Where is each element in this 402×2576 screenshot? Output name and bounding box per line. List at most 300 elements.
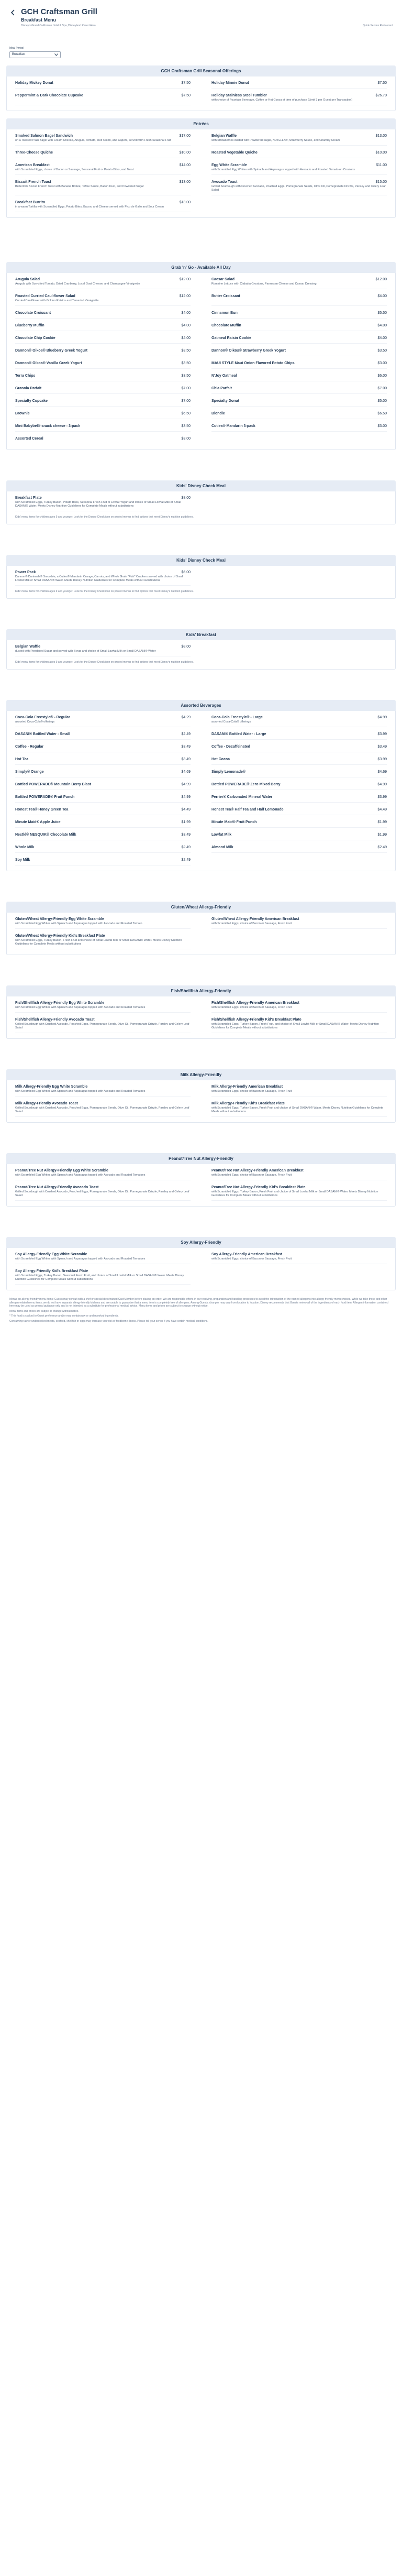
menu-item-description: with Scrambled Egg Whites with Spinach and Asparagus topped with Avocado and Roasted Tomatoes [15, 1257, 146, 1260]
menu-item-price: $10.00 [375, 151, 387, 155]
section-spacer [6, 457, 396, 480]
menu-item-price: $4.00 [181, 324, 191, 327]
menu-item [15, 757, 191, 765]
menu-item-name: Assorted Cereal [15, 437, 43, 441]
title-block [21, 7, 393, 28]
menu-item-name: Coffee - Decaffeinated [211, 745, 250, 749]
menu-item-description: Arugula with Sun-dried Tomato, Dried Cranberry, Local Goat Cheese, and Champagne Vinaigrette [15, 282, 140, 286]
menu-section [6, 985, 396, 1039]
menu-item-name: Fish/Shellfish Allergy-Friendly Avocado Toast [15, 1018, 95, 1022]
menu-item-name: N'Joy Oatmeal [211, 374, 237, 378]
menu-item-header [211, 1252, 387, 1257]
menu-item-price: $4.00 [377, 324, 387, 327]
menu-item-description: Grilled Sourdough with Crushed Avocado, Poached Eggs, Pomegranate Seeds, Olive Oil, Pomegranate Drizzle, Parsley and Celery Leaf Salad [15, 1023, 189, 1029]
menu-item-description: with Scrambled Eggs, choice of Bacon or Sausage, Seasonal Fruit or Potato Bites, and Toast [15, 168, 134, 171]
menu-item [211, 361, 387, 369]
menu-item [211, 150, 387, 158]
menu-item-name: Soy Allergy-Friendly Egg White Scramble [15, 1253, 87, 1256]
menu-item [15, 277, 191, 289]
section-spacer [6, 225, 396, 262]
menu-item-header [211, 336, 387, 341]
menu-item-header [15, 570, 191, 575]
menu-item [15, 807, 191, 815]
menu-item-name: Dannon® Oikos® Vanilla Greek Yogurt [15, 361, 82, 365]
menu-item-price: $8.00 [181, 496, 191, 500]
menu-item-name: Egg White Scramble [211, 163, 247, 167]
menu-item-price: $17.00 [179, 134, 191, 138]
section-body [6, 640, 396, 670]
menu-item-header [211, 832, 387, 837]
menu-item [15, 917, 191, 929]
menu-item-price: $13.00 [179, 201, 191, 204]
menu-item [15, 732, 191, 740]
menu-item-header [211, 361, 387, 366]
menu-item [211, 374, 387, 381]
menu-item-description: Buttermilk Biscuit French Toast with Banana Brûlée, Toffee Sauce, Bacon Dust, and Powdered Sugar [15, 185, 144, 188]
menu-item-header [15, 807, 191, 812]
menu-item-name: Coca-Cola Freestyle® - Regular [15, 716, 70, 719]
menu-item-price: $12.00 [179, 278, 191, 281]
menu-item-name: Power Pack [15, 571, 36, 574]
menu-item [15, 150, 191, 158]
menu-item [15, 336, 191, 344]
menu-item [15, 1084, 191, 1097]
menu-item [211, 386, 387, 394]
menu-item-header [211, 1168, 387, 1173]
menu-item-price: $3.99 [377, 758, 387, 761]
menu-item-price: $5.00 [377, 399, 387, 403]
menu-item-name: Arugula Salad [15, 278, 40, 281]
menu-item [15, 294, 191, 306]
menu-item-name: Blondie [211, 412, 225, 415]
menu-item-name: Almond Milk [211, 846, 233, 849]
menu-item [15, 1001, 191, 1013]
menu-item-name: Bottled POWERADE® Zero Mixed Berry [211, 783, 281, 786]
footnote: Menu items and prices are subject to change without notice. [9, 1309, 79, 1313]
menu-item-price: $3.99 [377, 795, 387, 799]
location-text[interactable]: Disney's Grand Californian Hotel & Spa, Disneyland Resort Area [21, 24, 96, 27]
menu-item-header [15, 820, 191, 825]
menu-item-header [15, 845, 191, 850]
menu-item [211, 348, 387, 356]
menu-section [6, 629, 396, 670]
menu-item-name: Minute Maid® Apple Juice [15, 820, 61, 824]
menu-item-description: with Scrambled Eggs, Turkey Bacon, Fresh Fruit and choice of Small Lowfat Milk or Small DASANI® Water. Meets Disney Nutrition Guidelines for Complete Meals without substitutions [211, 1190, 378, 1197]
menu-item-header [211, 732, 387, 737]
menu-item-price: $3.00 [377, 361, 387, 365]
menu-sections [0, 65, 402, 1290]
menu-item-price: $4.29 [181, 716, 191, 719]
menu-item-price: $6.00 [181, 571, 191, 574]
menu-item-description: with Scrambled Egg Whites with Spinach and Asparagus topped with Avocado and Roasted Tomatoes [15, 1090, 146, 1093]
menu-item-description: in a warm Tortilla with Scrambled Eggs, Potato Bites, Bacon, and Cheese served with Pico de Gallo and Sour Cream [15, 205, 164, 209]
menu-item-price: $2.49 [181, 858, 191, 862]
menu-item-price: $13.00 [375, 134, 387, 138]
menu-item-header [15, 1269, 191, 1274]
menu-item-price: $4.69 [377, 770, 387, 774]
menu-item-name: Peanut/Tree Nut Allergy-Friendly Egg White Scramble [15, 1169, 108, 1172]
section-spacer [6, 532, 396, 555]
menu-item-header [211, 386, 387, 391]
menu-item-header [15, 1084, 191, 1089]
menu-item-header [211, 1001, 387, 1005]
meal-period-label: Meal Period [9, 47, 24, 50]
menu-item-header [15, 424, 191, 429]
menu-item-header [15, 1252, 191, 1257]
menu-item-price: $26.79 [375, 94, 387, 97]
menu-item [211, 807, 387, 815]
menu-item-price: $13.00 [179, 180, 191, 184]
section-note: Kids' menu items for children ages 9 and younger. Look for the Disney Check icon on printed menus to find options that meet Disney's nutrition guidelines. [15, 590, 194, 593]
section-body [6, 273, 396, 450]
section-title: Kids' Disney Check Meal [176, 484, 226, 488]
menu-item [211, 294, 387, 306]
menu-item-name: Peanut/Tree Nut Allergy-Friendly Kid's Breakfast Plate [211, 1186, 306, 1189]
menu-item-name: Dannon® Oikos® Blueberry Greek Yogurt [15, 349, 88, 353]
item-grid [15, 1252, 387, 1285]
item-grid [15, 644, 387, 656]
menu-item-name: Butter Croissant [211, 294, 240, 298]
menu-item [15, 424, 191, 432]
meal-period-select[interactable] [9, 51, 61, 58]
menu-item-price: $4.00 [181, 311, 191, 315]
section-note: Kids' menu items for children ages 9 and younger. Look for the Disney Check icon on printed menus to find options that meet Disney's nutrition guidelines. [15, 661, 194, 664]
menu-item-header [15, 770, 191, 774]
footnote: Menus on allergy-friendly menu items: Guests may consult with a chef or special diets trained Cast Member before placing an order. We are responsible efforts in our receiving, preparation and handling processes to avoid the introduction of the named allergens into allergy-friendly menu choices. While we take these and other allergen-related menu items, we do not have separate allergy-friendly kitchens and are unable to guarantee that a menu item is completely free of allergens. Among Guests, changes may vary from location to location. Disney recommends that Guests review all of the ingredients of each food item. Allergen information contained here may be used as general guidance only and is not intended as a substitute for professional medical advice. Menu items and prices are subject to change without notice. [9, 1298, 388, 1308]
menu-item-price: $4.99 [377, 716, 387, 719]
menu-item-description: assorted Coca-Cola® offerings [15, 720, 55, 724]
menu-item [211, 311, 387, 319]
section-title: Assorted Beverages [181, 703, 221, 708]
menu-item-description: with Scrambled Eggs, Turkey Bacon, Fresh Fruit and choice of Small DASANI® Water. Meets Disney Nutrition Guidelines for Complete Meals without substitutions [211, 1106, 384, 1113]
menu-item-price: $3.49 [181, 833, 191, 837]
menu-item-header [15, 757, 191, 762]
menu-item [211, 732, 387, 740]
menu-item [211, 1185, 387, 1201]
menu-item-header [15, 163, 191, 168]
menu-item-description: with Scrambled Eggs, Turkey Bacon, Seasonal Fresh Fruit, and choice of Small Lowfat Milk or Small DASANI® Water. Meets Disney Nutrition Guidelines for Complete Meals without substitutions [15, 1274, 184, 1281]
menu-item-price: $3.50 [181, 349, 191, 353]
item-grid [15, 1001, 387, 1033]
menu-item-name: Cinnamon Bun [211, 311, 238, 315]
section-body [6, 1248, 396, 1290]
menu-item-name: Milk Allergy-Friendly Egg White Scramble [15, 1085, 88, 1089]
menu-item-price: $4.69 [181, 770, 191, 774]
meal-period-value: Breakfast [12, 53, 26, 57]
menu-item-header [15, 917, 191, 922]
menu-item [211, 820, 387, 828]
menu-item-header [15, 744, 191, 749]
menu-item-header [211, 1185, 387, 1190]
menu-item-price: $3.49 [181, 745, 191, 749]
section-title: Entrées [193, 122, 209, 126]
menu-item [15, 1017, 191, 1033]
menu-item-header [211, 820, 387, 825]
menu-item-name: Soy Allergy-Friendly American Breakfast [211, 1253, 283, 1256]
menu-item [211, 782, 387, 790]
menu-item [15, 934, 191, 949]
menu-item-description: Dannon® Danimals® Smoothie, a Cuties® Mandarin Orange, Carrots, and Whole Grain "Fish" Crackers served with choice of Small Lowfat Milk or Small DASANI® Water. Meets Disney Nutrition Guidelines for Complete Meals without substitutions [15, 575, 184, 582]
item-grid [15, 1168, 387, 1201]
menu-item-name: Biscuit French Toast [15, 180, 51, 184]
menu-item-header [15, 1168, 191, 1173]
menu-item-description: with Scrambled Eggs, choice of Bacon or Sausage, Fresh Fruit [211, 1090, 292, 1093]
section-body [6, 491, 396, 524]
menu-item-header [211, 424, 387, 429]
menu-item-name: Milk Allergy-Friendly Avocado Toast [15, 1102, 78, 1105]
menu-item [15, 180, 191, 195]
menu-item-name: American Breakfast [15, 163, 50, 167]
menu-item [15, 163, 191, 175]
menu-item-name: Hot Cocoa [211, 758, 230, 761]
menu-section [6, 1069, 396, 1123]
menu-item-price: $12.00 [179, 294, 191, 298]
menu-item-name: Coca-Cola Freestyle® - Large [211, 716, 263, 719]
menu-item-name: Fish/Shellfish Allergy-Friendly Kid's Breakfast Plate [211, 1018, 302, 1022]
menu-section [6, 1237, 396, 1290]
menu-item-header [15, 436, 191, 441]
menu-section [6, 118, 396, 218]
menu-item-description: with Scrambled Eggs, choice of Bacon or Sausage, Fresh Fruit [211, 1006, 292, 1009]
menu-item-header [15, 782, 191, 787]
menu-item [15, 820, 191, 828]
menu-item-price: $4.49 [377, 808, 387, 812]
menu-item-price: $4.99 [377, 783, 387, 786]
menu-item-header [211, 277, 387, 282]
menu-item-header [15, 180, 191, 184]
menu-item-name: Milk Allergy-Friendly American Breakfast [211, 1085, 283, 1089]
menu-item-header [15, 200, 191, 205]
menu-item-header [15, 496, 191, 500]
section-spacer [6, 606, 396, 629]
menu-item-name: Peppermint & Dark Chocolate Cupcake [15, 94, 83, 97]
section-title: GCH Craftsman Grill Seasonal Offerings [161, 69, 241, 73]
menu-item [15, 1101, 191, 1117]
menu-item-header [211, 795, 387, 799]
menu-item-name: Milk Allergy-Friendly Kid's Breakfast Plate [211, 1102, 285, 1105]
menu-item [15, 348, 191, 356]
menu-item-header [15, 374, 191, 378]
menu-item [15, 411, 191, 419]
menu-item-price: $2.49 [181, 846, 191, 849]
menu-item-price: $6.50 [377, 412, 387, 415]
menu-item-header [211, 744, 387, 749]
menu-item-name: Terra Chips [15, 374, 36, 378]
meal-period-picker [0, 47, 402, 58]
menu-item-name: Three-Cheese Quiche [15, 151, 53, 155]
menu-item [211, 81, 387, 89]
section-spacer [6, 677, 396, 700]
menu-item-price: $3.50 [377, 349, 387, 353]
menu-item-name: Minute Maid® Fruit Punch [211, 820, 257, 824]
section-body [6, 566, 396, 599]
menu-item-price: $6.50 [181, 412, 191, 415]
section-title: Soy Allergy-Friendly [181, 1240, 221, 1245]
menu-item-header [211, 134, 387, 138]
menu-item [211, 93, 387, 105]
menu-item-header [15, 1017, 191, 1022]
menu-item-header [15, 732, 191, 737]
menu-item-description: assorted Coca-Cola® offerings [211, 720, 251, 724]
menu-item-name: Gluten/Wheat Allergy-Friendly Egg White Scramble [15, 917, 104, 921]
section-spacer [6, 879, 396, 902]
menu-item-header [15, 336, 191, 341]
item-grid [15, 715, 387, 865]
footnotes [0, 1298, 402, 1323]
menu-item-header [15, 715, 191, 720]
item-grid [15, 277, 387, 444]
menu-item-price: $3.50 [181, 361, 191, 365]
back-arrow-icon[interactable] [9, 9, 17, 16]
menu-item [15, 361, 191, 369]
menu-item-header [211, 311, 387, 315]
menu-item-header [211, 715, 387, 720]
menu-item-description: with Scrambled Eggs, Turkey Bacon, Fresh Fruit, and choice of Small Lowfat Milk or Small DASANI® Water. Meets Disney Nutrition Guidelines for Complete Meals without substitutions [211, 1023, 379, 1029]
menu-item [211, 795, 387, 803]
menu-item-name: DASANI® Bottled Water - Large [211, 732, 266, 736]
menu-item-name: Avocado Toast [211, 180, 238, 184]
menu-item-name: Dannon® Oikos® Strawberry Greek Yogurt [211, 349, 286, 353]
item-grid [15, 1084, 387, 1117]
menu-item-description: with Scrambled Eggs, Turkey Bacon, Potato Bites, Seasonal Fresh Fruit or Lowfat Yogurt and choice of Small Lowfat Milk or Small DASANI® Water. Meets Disney Nutrition Guidelines for Complete Meals without substitutions [15, 501, 181, 508]
menu-item-price: $7.50 [181, 94, 191, 97]
menu-item-name: Honest Tea® Half Tea and Half Lemonade [211, 808, 284, 812]
menu-item-name: Whole Milk [15, 846, 35, 849]
menu-item-price: $4.00 [377, 294, 387, 298]
section-title: Fish/Shellfish Allergy-Friendly [171, 989, 231, 993]
menu-item-header [211, 348, 387, 353]
menu-item [15, 845, 191, 853]
menu-item [15, 832, 191, 840]
menu-title: Breakfast Menu [21, 17, 57, 23]
menu-item [211, 163, 387, 175]
menu-section [6, 262, 396, 450]
menu-item [15, 770, 191, 777]
menu-item-price: $11.00 [376, 163, 387, 167]
menu-item-name: Lowfat Milk [211, 833, 232, 837]
menu-item-price: $3.49 [181, 758, 191, 761]
menu-item-price: $4.99 [181, 783, 191, 786]
menu-item-name: Breakfast Burrito [15, 201, 46, 204]
menu-item [15, 81, 191, 89]
menu-item-name: Coffee - Regular [15, 745, 44, 749]
menu-item-name: Blueberry Muffin [15, 324, 44, 327]
menu-item-description: Grilled Sourdough with Crushed Avocado, Poached Eggs, Pomegranate Seeds, Olive Oil, Pomegranate Drizzle, Parsley and Celery Leaf Salad [15, 1106, 189, 1113]
menu-item-name: Mini Babybel® snack cheese - 3-pack [15, 424, 81, 428]
menu-item-name: Peanut/Tree Nut Allergy-Friendly Avocado Toast [15, 1186, 99, 1189]
menu-item-price: $7.50 [181, 81, 191, 85]
menu-item [15, 200, 191, 212]
section-title: Gluten/Wheat Allergy-Friendly [171, 905, 231, 909]
menu-item-name: DASANI® Bottled Water - Small [15, 732, 70, 736]
menu-item [15, 570, 191, 586]
menu-item-name: Simply® Orange [15, 770, 44, 774]
menu-item-name: Perrier® Carbonated Mineral Water [211, 795, 273, 799]
menu-item-header [15, 134, 191, 138]
menu-item [15, 1185, 191, 1201]
section-body [6, 711, 396, 871]
menu-item-price: $10.00 [179, 151, 191, 155]
menu-item-name: Chocolate Muffin [211, 324, 241, 327]
section-spacer [6, 1214, 396, 1237]
menu-item-description: with Strawberries dusted with Powdered Sugar, NUTELLA®, Strawberry Sauce, and Chantilly Cream [211, 139, 340, 142]
menu-item-header [211, 150, 387, 155]
menu-item-header [15, 1001, 191, 1005]
menu-item-price: $3.50 [181, 374, 191, 378]
menu-item-header [211, 1017, 387, 1022]
menu-item-price: $7.00 [181, 399, 191, 403]
menu-section [6, 480, 396, 524]
menu-item-description: on a Toasted Plain Bagel with Cream Cheese, Arugula, Tomato, Red Onion, and Capers, served with Fresh Seasonal Fruit [15, 139, 171, 142]
menu-item [211, 1017, 387, 1033]
menu-item-header [211, 807, 387, 812]
section-spacer [6, 1046, 396, 1069]
menu-item-price: $2.49 [377, 846, 387, 849]
menu-item-name: Simply Lemonade® [211, 770, 246, 774]
chevron-down-icon [54, 53, 58, 56]
menu-item-description: Grilled Sourdough with Crushed Avocado, Poached Eggs, Pomegranate Seeds, Olive Oil, Pomegranate Drizzle, Parsley and Celery Leaf Salad [15, 1190, 189, 1197]
menu-item-price: $4.49 [181, 808, 191, 812]
menu-item-header [211, 782, 387, 787]
menu-item-header [15, 150, 191, 155]
menu-item-description: with Scrambled Eggs, Turkey Bacon, Fresh Fruit and choice of Small Lowfat Milk or Small DASANI® Water. Meets Disney Nutrition Guidelines for Complete Meals without substitutions [15, 939, 182, 946]
menu-item [211, 832, 387, 840]
item-grid [15, 570, 387, 586]
menu-section [6, 1153, 396, 1207]
menu-item [211, 424, 387, 432]
menu-item-header [15, 81, 191, 85]
menu-item-description: with Scrambled Egg Whites with Spinach and Asparagus topped with Avocado and Roasted Tomatoes [15, 1006, 146, 1009]
section-title: Peanut/Tree Nut Allergy-Friendly [169, 1156, 233, 1161]
menu-item-description: with Scrambled Eggs, choice of Bacon or Sausage, Fresh Fruit [211, 1257, 292, 1260]
footnote: * This food is cooked to Guest preference and/or may contain raw or undercooked ingredients. [9, 1314, 119, 1318]
section-body [6, 1164, 396, 1207]
menu-item-header [211, 917, 387, 922]
menu-item-name: Chia Parfait [211, 387, 232, 390]
section-spacer [6, 1130, 396, 1153]
menu-item-name: Bottled POWERADE® Fruit Punch [15, 795, 75, 799]
footnote: Consuming raw or undercooked meats, seafood, shellfish or eggs may increase your risk of foodborne illness. Please tell your server if you have certain medical conditions. [9, 1319, 208, 1323]
menu-item-name: Chocolate Croissant [15, 311, 51, 315]
menu-item-header [211, 163, 387, 168]
menu-item-price: $4.00 [181, 336, 191, 340]
menu-item-header [15, 934, 191, 938]
menu-item-header [15, 795, 191, 799]
menu-item [211, 411, 387, 419]
menu-item-header [211, 411, 387, 416]
menu-item-price: $4.00 [377, 336, 387, 340]
menu-item-name: Soy Milk [15, 858, 30, 862]
section-title: Milk Allergy-Friendly [180, 1072, 222, 1077]
section-note: Kids' menu items for children ages 9 and younger. Look for the Disney Check icon on printed menus to find options that meet Disney's nutrition guidelines. [15, 516, 194, 519]
menu-item-header [211, 1101, 387, 1106]
menu-item [15, 93, 191, 105]
menu-item-price: $5.50 [377, 311, 387, 315]
menu-item-name: Specialty Cupcake [15, 399, 48, 403]
menu-item [211, 1084, 387, 1097]
menu-item-name: Holiday Mickey Donut [15, 81, 53, 85]
menu-item-header [15, 386, 191, 391]
menu-item-name: Roasted Vegetable Quiche [211, 151, 258, 155]
menu-item-name: Honest Tea® Honey Green Tea [15, 808, 69, 812]
section-spacer [6, 962, 396, 985]
menu-item [211, 917, 387, 929]
menu-item-price: $3.00 [377, 424, 387, 428]
menu-item-header [15, 1101, 191, 1106]
menu-item-price: $3.00 [181, 437, 191, 441]
menu-item-header [15, 277, 191, 282]
menu-item [211, 744, 387, 752]
